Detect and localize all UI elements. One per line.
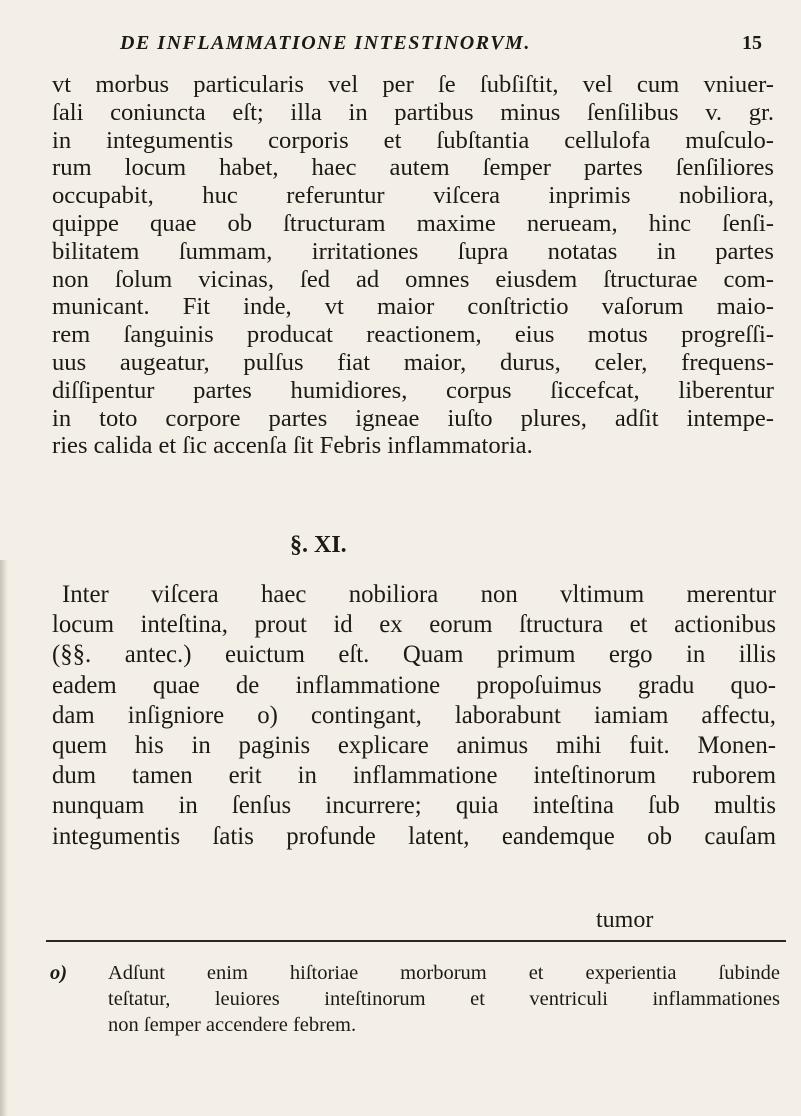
- text-line: quem his in paginis explicare animus mihi fuit. Monen-: [52, 731, 776, 759]
- text-line: eadem quae de inflammatione propoſuimus gradu quo-: [52, 671, 776, 699]
- text-line: bilitatem ſummam, irritationes ſupra notatas in partes: [52, 237, 774, 265]
- text-line: quippe quae ob ſtructuram maxime nerueam, hinc ſenſi-: [52, 209, 774, 237]
- text-line: uus augeatur, pulſus fiat maior, durus, celer, frequens-: [52, 348, 774, 376]
- text-line: vt morbus particularis vel per ſe ſubſiſtit, vel cum vniuer-: [52, 71, 774, 98]
- text-line: diſſipentur partes humidiores, corpus ſiccefcat, liberentur: [52, 376, 774, 404]
- text-line: in integumentis corporis et ſubſtantia cellulofa muſculo-: [52, 126, 774, 154]
- catchword: tumor: [596, 907, 654, 933]
- paragraph-2: [52, 580, 776, 852]
- paragraph-1: [52, 71, 774, 460]
- page-edge-shadow: [0, 560, 8, 1116]
- footnote-line: teſtatur, leuiores inteſtinorum et ventriculi inflammationes: [108, 988, 780, 1010]
- page-number: 15: [742, 32, 762, 54]
- page-header: [60, 32, 790, 72]
- text-line: (§§. antec.) euictum eſt. Quam primum ergo in illis: [52, 641, 776, 669]
- running-head: DE INFLAMMATIONE INTESTINORVM.: [120, 32, 531, 54]
- text-line: occupabit, huc referuntur viſcera inprimis nobiliora,: [52, 182, 774, 210]
- text-line: municant. Fit inde, vt maior conſtrictio vaſorum maio-: [52, 293, 774, 321]
- text-line: rem ſanguinis producat reactionem, eius motus progreſſi-: [52, 321, 774, 349]
- footnote-line: Adſunt enim hiſtoriae morborum et experientia ſubinde: [108, 962, 780, 984]
- footnote-divider: [46, 940, 786, 942]
- text-line: non ſolum vicinas, ſed ad omnes eiusdem ſtructurae com-: [52, 265, 774, 293]
- text-line: ries calida et ſic accenſa ſit Febris inflammatoria.: [52, 432, 533, 460]
- section-heading: §. XI.: [290, 532, 347, 558]
- text-line: locum inteſtina, prout id ex eorum ſtructura et actionibus: [52, 611, 776, 639]
- footnote-line: non ſemper accendere febrem.: [108, 1014, 357, 1036]
- footnote-marker: o): [50, 962, 68, 984]
- text-line: Inter viſcera haec nobiliora non vltimum merentur: [62, 581, 776, 608]
- text-line: integumentis ſatis profunde latent, eandemque ob cauſam: [52, 822, 776, 850]
- text-line: dum tamen erit in inflammatione inteſtinorum ruborem: [52, 762, 776, 790]
- text-line: ſali coniuncta eſt; illa in partibus minus ſenſilibus v. gr.: [52, 98, 774, 126]
- text-line: rum locum habet, haec autem ſemper partes ſenſiliores: [52, 154, 774, 182]
- text-line: nunquam in ſenſus incurrere; quia inteſtina ſub multis: [52, 792, 776, 820]
- text-line: dam inſigniore o) contingant, laborabunt iamiam affectu,: [52, 701, 776, 729]
- text-line: in toto corpore partes igneae iuſto plures, adſit intempe-: [52, 404, 774, 432]
- footnote: [50, 960, 780, 1038]
